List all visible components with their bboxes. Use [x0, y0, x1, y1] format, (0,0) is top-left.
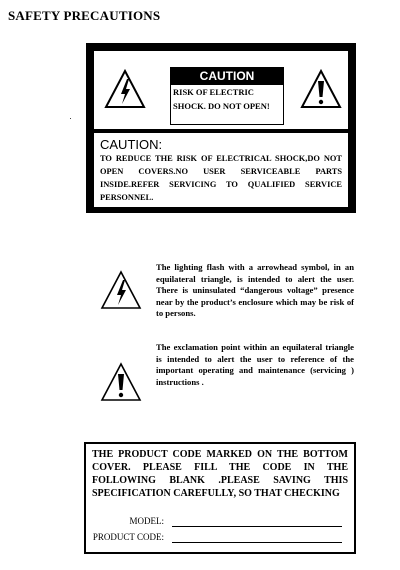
lightning-warning-icon — [104, 69, 146, 109]
exclamation-note: The exclamation point within an equilateral triangle is intended to alert the user to reference of the important operating and maintenance (servicing ) instructions . — [156, 342, 354, 387]
page-title: SAFETY PRECAUTIONS — [8, 8, 161, 23]
lightning-note: The lighting flash with a arrowhead symbol, in an equilateral triangle, is intended to alert the user. There is uninsulated “dangerous voltage” presence near by the product’s enclosure which may be risk of to persons. — [156, 262, 354, 319]
product-code-box — [84, 442, 356, 554]
model-blank[interactable] — [172, 526, 342, 527]
caution-text-panel — [94, 133, 348, 207]
lightning-warning-icon — [100, 270, 142, 310]
caution-label — [170, 67, 284, 125]
caution-box — [86, 43, 356, 213]
exclamation-warning-icon — [300, 69, 342, 109]
caution-label-line2: SHOCK. DO NOT OPEN! — [173, 101, 270, 111]
caution-body: TO REDUCE THE RISK OF ELECTRICAL SHOCK,DO NOT OPEN COVERS.NO USER SERVICEABLE PARTS INSIDE.REFER SERVICING TO QUALIFIED SERVICE PERSONNEL. — [100, 154, 342, 202]
caution-warning-panel — [94, 51, 348, 129]
model-label: MODEL: — [129, 516, 164, 526]
caution-label-line1: RISK OF ELECTRIC — [173, 87, 254, 97]
product-code-label: PRODUCT CODE: — [92, 532, 164, 542]
caution-label-heading: CAUTION — [171, 68, 283, 85]
product-code-blank[interactable] — [172, 542, 342, 543]
product-code-field[interactable] — [92, 532, 164, 542]
product-code-text: THE PRODUCT CODE MARKED ON THE BOTTOM COVER. PLEASE FILL THE CODE IN THE FOLLOWING BLANK .PLEASE SAVING THIS SPECIFICATION CAREFULLY, SO THAT CHECKING — [92, 449, 348, 499]
exclamation-warning-icon — [100, 362, 142, 402]
model-field[interactable] — [92, 516, 164, 526]
caution-heading: CAUTION: — [100, 137, 163, 152]
stray-dot — [70, 118, 71, 119]
